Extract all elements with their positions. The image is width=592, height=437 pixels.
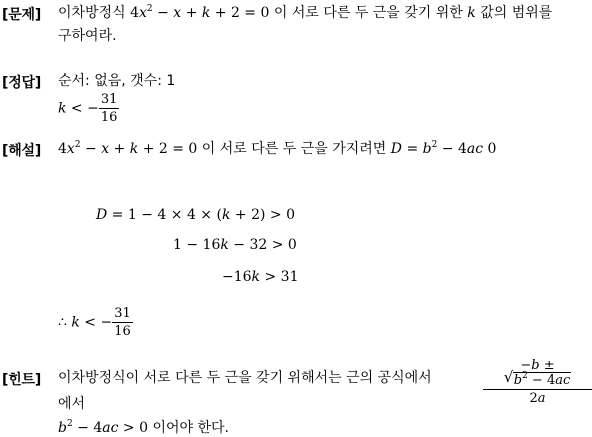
answer-ineq-sign: < − (66, 100, 99, 117)
solution-step-1: D = 1 − 4 × 4 × (k + 2) > 0 (96, 207, 295, 223)
problem-line-2: 구하여라. (58, 28, 117, 44)
conclusion-ineq-sign: < − (79, 314, 113, 331)
solution-label: [해설] (2, 143, 42, 159)
answer-k-var: k (58, 100, 67, 117)
solution-text: 이 서로 다른 두 근을 가지려면 (201, 141, 387, 157)
therefore-symbol: ∴ (58, 314, 67, 331)
problem-text-end: 값의 범위를 (480, 5, 553, 21)
solution-line-1 (58, 140, 496, 158)
problem-text-post: 이 서로 다른 두 근을 갖기 위한 (273, 5, 463, 21)
conclusion-fraction (112, 306, 133, 339)
hint-line-1: 이차방정식이 서로 다른 두 근을 갖기 위해서는 근의 공식에서 (58, 370, 432, 386)
quadratic-formula-denominator: 2a (529, 391, 546, 406)
answer-frac-den: 16 (100, 110, 118, 125)
answer-line-1: 순서: 없음, 갯수: 1 (58, 73, 176, 89)
solution-discriminant: $D = b^2 - 4ac$ 0 (390, 140, 497, 157)
quadratic-formula (483, 358, 592, 406)
hint-label: [힌트] (2, 372, 42, 388)
hint-condition-text: 이어야 한다. (152, 420, 229, 436)
solution-equation: $4x^2 - x + k + 2 = 0$ (58, 140, 198, 157)
quadratic-formula-numerator: −b ± √ $b^2 - 4ac$ (483, 358, 592, 390)
problem-equation: $4x^2 - x + k + 2 = 0$ (130, 4, 270, 21)
problem-k-var: k (467, 5, 476, 21)
conclusion-k-var: k (71, 314, 80, 331)
problem-text-pre: 이차방정식 (58, 5, 126, 21)
hint-line-2: 에서 (58, 396, 86, 412)
answer-inequality (58, 92, 119, 125)
answer-fraction (99, 92, 120, 125)
solution-step-2: 1 − 16k − 32 > 0 (173, 237, 297, 253)
problem-line-1 (58, 4, 552, 22)
radical: √ $b^2 - 4ac$ (503, 368, 571, 388)
hint-line-3 (58, 419, 229, 437)
answer-label: [정답] (2, 75, 42, 91)
solution-conclusion (58, 306, 133, 339)
solution-step-3: −16k > 31 (222, 269, 299, 285)
answer-frac-num: 31 (100, 92, 118, 107)
problem-label: [문제] (2, 7, 42, 23)
conclusion-frac-num: 31 (114, 306, 131, 321)
hint-condition: $b^2 - 4ac > 0$ (58, 419, 148, 436)
conclusion-frac-den: 16 (114, 324, 131, 339)
